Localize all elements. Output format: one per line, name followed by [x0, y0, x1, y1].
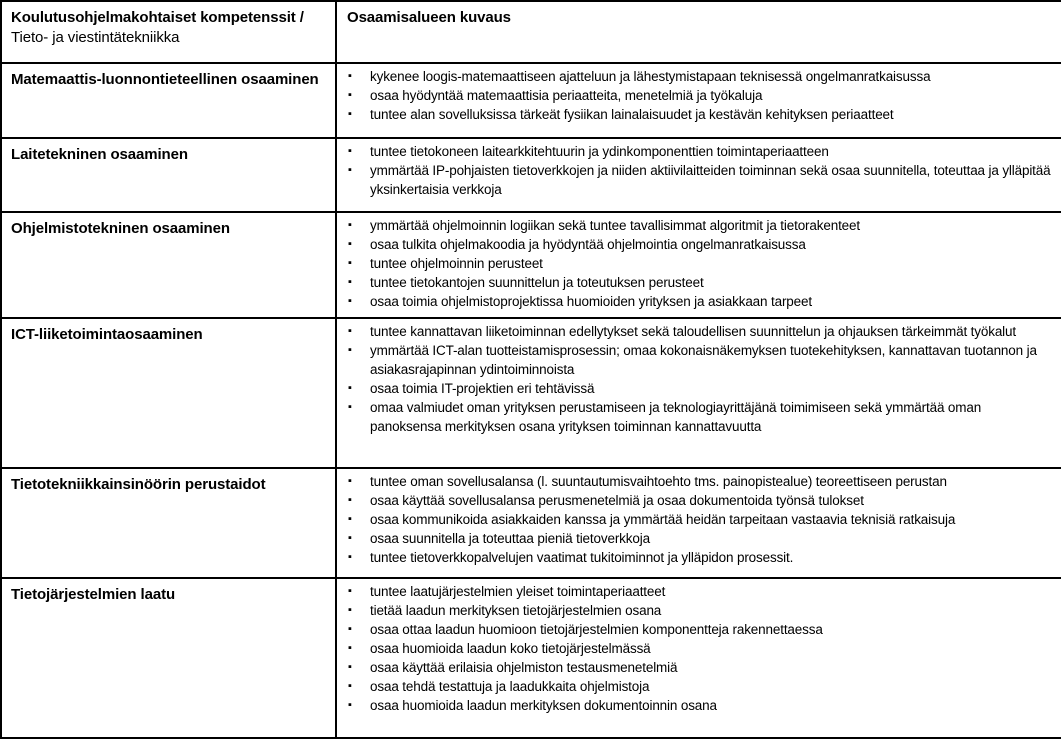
header-left-cell [1, 1, 336, 63]
competence-title: Tietojärjestelmien laatu [11, 586, 176, 603]
competence-title: Tietotekniikkainsinöörin perustaidot [11, 476, 266, 493]
competence-title-cell [1, 578, 336, 738]
competence-title-cell [1, 63, 336, 138]
description-cell [336, 468, 1061, 578]
bullet-item: ▪ osaa suunnitella ja toteuttaa pieniä tietoverkkoja [337, 529, 1055, 548]
bullet-item: ▪ osaa tehdä testattuja ja laadukkaita ohjelmistoja [337, 677, 1055, 696]
description-cell [336, 212, 1061, 318]
table-row [1, 138, 1061, 212]
competence-title-cell [1, 138, 336, 212]
header-row [1, 1, 1061, 63]
bullet-item: ▪ tuntee alan sovelluksissa tärkeät fysiikan lainalaisuudet ja kestävän kehityksen periaatteet [337, 105, 1055, 124]
bullet-list [337, 142, 1055, 199]
bullet-item: ▪ tuntee tietokantojen suunnittelun ja toteutuksen perusteet [337, 273, 1055, 292]
table-row [1, 318, 1061, 468]
competence-title: Laitetekninen osaaminen [11, 146, 188, 163]
description-cell [336, 138, 1061, 212]
bullet-item: ▪ tuntee kannattavan liiketoiminnan edellytykset sekä taloudellisen suunnittelun ja ohjauksen tärkeimmät työkalut [337, 322, 1055, 341]
table-row [1, 468, 1061, 578]
bullet-item: ▪ tuntee oman sovellusalansa (l. suuntautumisvaihtoehto tms. painopistealue) teoreettiseen perustan [337, 472, 1055, 491]
competence-title-cell [1, 468, 336, 578]
bullet-list [337, 582, 1055, 715]
bullet-item: ▪ osaa huomioida laadun merkityksen dokumentoinnin osana [337, 696, 1055, 715]
description-cell [336, 318, 1061, 468]
table-row [1, 212, 1061, 318]
bullet-list [337, 216, 1055, 311]
bullet-item: ▪ tuntee ohjelmoinnin perusteet [337, 254, 1055, 273]
bullet-item: ▪ osaa huomioida laadun koko tietojärjestelmässä [337, 639, 1055, 658]
bullet-item: ▪ tuntee laatujärjestelmien yleiset toimintaperiaatteet [337, 582, 1055, 601]
bullet-item: ▪ osaa toimia IT-projektien eri tehtävissä [337, 379, 1055, 398]
competence-title: Ohjelmistotekninen osaaminen [11, 220, 230, 237]
bullet-item: ▪ ymmärtää IP-pohjaisten tietoverkkojen ja niiden aktiivilaitteiden toiminnan sekä osaa suunnitella, toteuttaa ja ylläpitää yksinkertaisia verkkoja [337, 161, 1055, 199]
bullet-list [337, 322, 1055, 436]
bullet-item: ▪ osaa käyttää erilaisia ohjelmiston testausmenetelmiä [337, 658, 1055, 677]
bullet-item: ▪ osaa ottaa laadun huomioon tietojärjestelmien komponentteja rakennettaessa [337, 620, 1055, 639]
bullet-item: ▪ osaa käyttää sovellusalansa perusmenetelmiä ja osaa dokumentoida työnsä tulokset [337, 491, 1055, 510]
table-row [1, 63, 1061, 138]
bullet-item: ▪ tuntee tietokoneen laitearkkitehtuurin ja ydinkomponenttien toimintaperiaatteen [337, 142, 1055, 161]
bullet-item: ▪ osaa tulkita ohjelmakoodia ja hyödyntää ohjelmointia ongelmanratkaisussa [337, 235, 1055, 254]
description-cell [336, 63, 1061, 138]
header-left-regular-text: Tieto- ja viestintätekniikka [11, 29, 180, 46]
bullet-item: ▪ tuntee tietoverkkopalvelujen vaatimat tukitoiminnot ja ylläpidon prosessit. [337, 548, 1055, 567]
bullet-item: ▪ kykenee loogis-matemaattiseen ajatteluun ja lähestymistapaan teknisessä ongelmanratkaisussa [337, 67, 1055, 86]
header-left-bold-text: Koulutusohjelmakohtaiset kompetenssit / [11, 9, 304, 26]
bullet-list [337, 67, 1055, 124]
competence-title-cell [1, 212, 336, 318]
description-cell [336, 578, 1061, 738]
bullet-item: ▪ ymmärtää ohjelmoinnin logiikan sekä tuntee tavallisimmat algoritmit ja tietorakenteet [337, 216, 1055, 235]
header-right-text: Osaamisalueen kuvaus [347, 9, 511, 26]
bullet-item: ▪ osaa kommunikoida asiakkaiden kanssa ja ymmärtää heidän tarpeitaan vastaavia teknisiä ratkaisuja [337, 510, 1055, 529]
bullet-item: ▪ osaa hyödyntää matemaattisia periaatteita, menetelmiä ja työkaluja [337, 86, 1055, 105]
competence-title-cell [1, 318, 336, 468]
competence-title: Matemaattis-luonnontieteellinen osaaminen [11, 71, 319, 88]
bullet-list [337, 472, 1055, 567]
header-right-cell [336, 1, 1061, 63]
bullet-item: ▪ tietää laadun merkityksen tietojärjestelmien osana [337, 601, 1055, 620]
bullet-item: ▪ omaa valmiudet oman yrityksen perustamiseen ja teknologiayrittäjänä toimimiseen sekä ymmärtää oman panoksensa merkityksen osana yrityksen toiminnan kannattavuutta [337, 398, 1055, 436]
bullet-item: ▪ ymmärtää ICT-alan tuotteistamisprosessin; omaa kokonaisnäkemyksen tuotekehityksen, kannattavan tuotannon ja asiakasrajapinnan ydintoiminnoista [337, 341, 1055, 379]
table-row [1, 578, 1061, 738]
competence-title: ICT-liiketoimintaosaaminen [11, 326, 203, 343]
bullet-item: ▪ osaa toimia ohjelmistoprojektissa huomioiden yrityksen ja asiakkaan tarpeet [337, 292, 1055, 311]
